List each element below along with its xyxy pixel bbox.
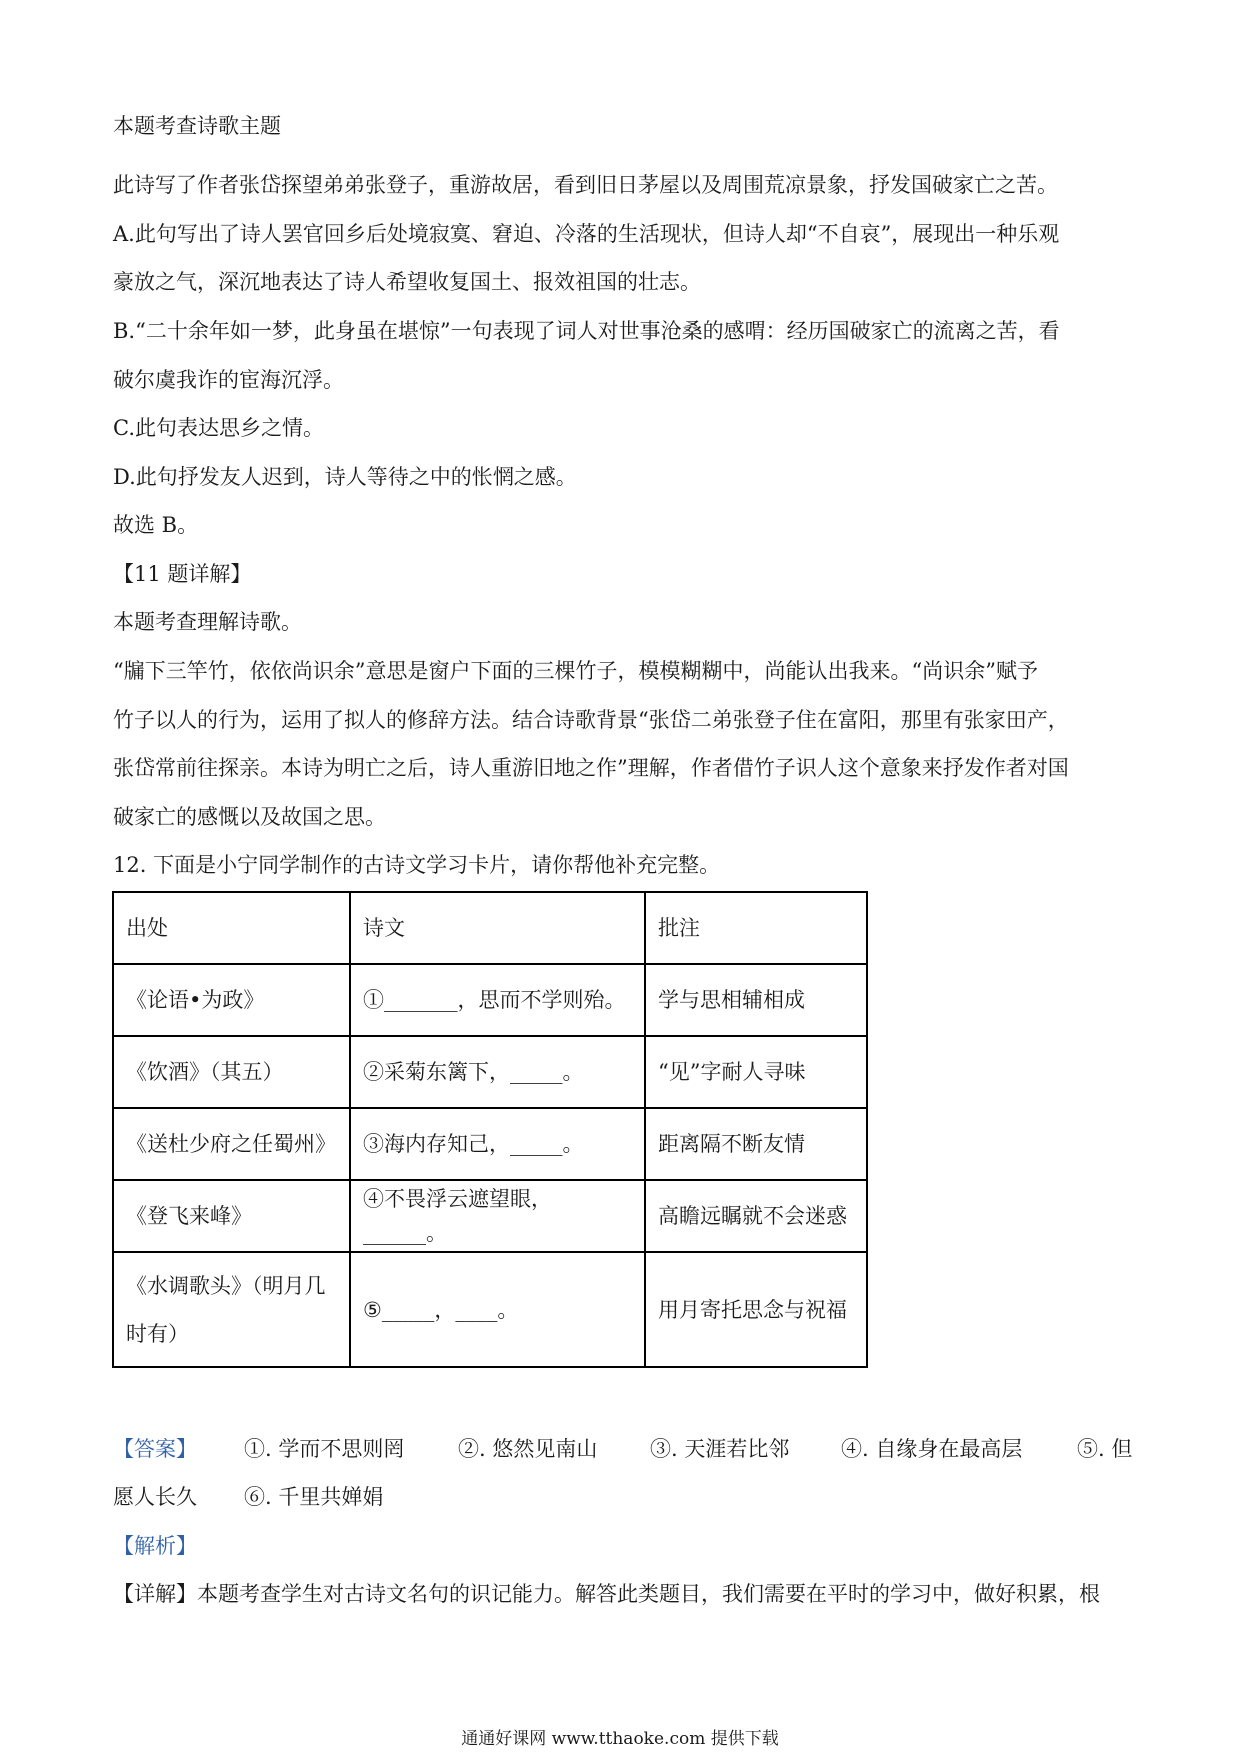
section-heading: 【11 题详解】 <box>113 562 252 586</box>
cell-source: 《论语•为政》 <box>113 964 350 1036</box>
paragraph: 豪放之气，深沉地表达了诗人希望收复国土、报效祖国的壮志。 <box>113 270 701 294</box>
header-note: 批注 <box>645 892 867 964</box>
table-row <box>113 1180 867 1252</box>
answer-item: ⑤. 但 <box>1077 1437 1133 1461</box>
cell-source: 《登飞来峰》 <box>113 1180 350 1252</box>
paragraph: 本题考查理解诗歌。 <box>113 610 302 634</box>
paragraph: 竹子以人的行为，运用了拟人的修辞方法。结合诗歌背景“张岱二弟张登子住在富阳，那里有张家田产， <box>113 708 1069 732</box>
paragraph: D.此句抒发友人迟到，诗人等待之中的怅惘之感。 <box>113 465 577 489</box>
cell-note: 学与思相辅相成 <box>645 964 867 1036</box>
analysis-label: 【解析】 <box>113 1534 197 1558</box>
cell-poem: ②采菊东篱下，_____。 <box>350 1036 645 1108</box>
cell-source: 《饮酒》（其五） <box>113 1036 350 1108</box>
paragraph: 故选 B。 <box>113 513 199 537</box>
poem-study-card-table <box>112 891 868 1368</box>
table-header-row <box>113 892 867 964</box>
header-poem: 诗文 <box>350 892 645 964</box>
cell-source: 《水调歌头》（明月几时有） <box>113 1252 350 1367</box>
table-row <box>113 964 867 1036</box>
paragraph: A.此句写出了诗人罢官回乡后处境寂寞、窘迫、冷落的生活现状，但诗人却“不自哀”，展现出一种乐观 <box>113 222 1060 246</box>
detail-text: 本题考查学生对古诗文名句的识记能力。解答此类题目，我们需要在平时的学习中，做好积累，根 <box>197 1582 1100 1606</box>
answer-item: 愿人长久 <box>113 1485 197 1509</box>
paragraph: 破尔虞我诈的宦海沉浮。 <box>113 368 344 392</box>
paragraph: 本题考查诗歌主题 <box>113 114 281 138</box>
cell-note: 距离隔不断友情 <box>645 1108 867 1180</box>
detail-line <box>113 1578 1133 1610</box>
table-row <box>113 1108 867 1180</box>
paragraph: 破家亡的感慨以及故国之思。 <box>113 805 386 829</box>
answer-item: ①. 学而不思则罔 <box>244 1437 405 1461</box>
detail-label: 【详解】 <box>113 1582 197 1606</box>
paragraph: “牖下三竿竹，依依尚识余”意思是窗户下面的三棵竹子，模模糊糊中，尚能认出我来。“尚识余”赋予 <box>113 659 1038 683</box>
cell-source: 《送杜少府之任蜀州》 <box>113 1108 350 1180</box>
cell-poem: ③海内存知己，_____。 <box>350 1108 645 1180</box>
question-12: 12. 下面是小宁同学制作的古诗文学习卡片，请你帮他补充完整。 <box>113 853 721 877</box>
answer-item: ④. 自缘身在最高层 <box>841 1437 1023 1461</box>
answer-item: ③. 天涯若比邻 <box>650 1437 790 1461</box>
table-row <box>113 1252 867 1367</box>
cell-poem: ④不畏浮云遮望眼，______。 <box>350 1180 645 1252</box>
paragraph: 此诗写了作者张岱探望弟弟张登子，重游故居，看到旧日茅屋以及周围荒凉景象，抒发国破家亡之苦。 <box>113 173 1058 197</box>
paragraph: 张岱常前往探亲。本诗为明亡之后，诗人重游旧地之作”理解，作者借竹子识人这个意象来抒发作者对国 <box>113 756 1069 780</box>
cell-poem: ①_______，思而不学则殆。 <box>350 964 645 1036</box>
page-footer: 通通好课网 www.tthaoke.com 提供下载 <box>461 1729 779 1749</box>
table-row <box>113 1036 867 1108</box>
paragraph: B.“二十余年如一梦，此身虽在堪惊”一句表现了词人对世事沧桑的感喟：经历国破家亡的流离之苦，看 <box>113 319 1060 343</box>
answer-item: ⑥. 千里共婵娟 <box>244 1485 384 1509</box>
answer-label: 【答案】 <box>113 1437 197 1461</box>
cell-poem: ⑤_____，____。 <box>350 1252 645 1367</box>
cell-note: 高瞻远瞩就不会迷惑 <box>645 1180 867 1252</box>
cell-note: 用月寄托思念与祝福 <box>645 1252 867 1367</box>
paragraph: C.此句表达思乡之情。 <box>113 416 324 440</box>
cell-note: “见”字耐人寻味 <box>645 1036 867 1108</box>
answer-item: ②. 悠然见南山 <box>458 1437 598 1461</box>
header-source: 出处 <box>113 892 350 964</box>
